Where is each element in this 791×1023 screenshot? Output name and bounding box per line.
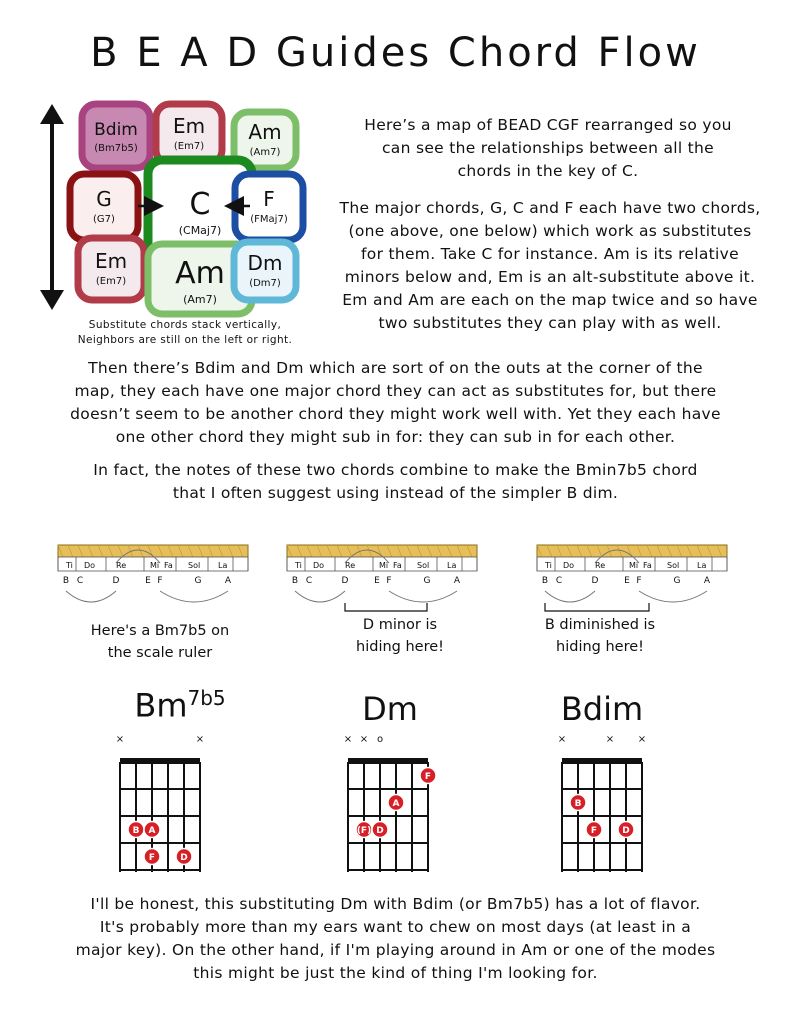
vertical-arrow-icon <box>40 104 64 310</box>
finger-dot-label: D <box>180 853 188 863</box>
solfege-label: Mi <box>379 561 389 570</box>
finger-dot-label: (F) <box>356 826 372 836</box>
solfege-label: Do <box>84 561 96 570</box>
note-letter: G <box>194 576 202 586</box>
chord-name-text: Bm <box>134 686 188 725</box>
finger-dot <box>176 849 192 865</box>
map-caption <box>40 318 330 348</box>
solfege-label: Sol <box>188 561 201 570</box>
text-line: D minor is <box>362 617 438 633</box>
finger-dot-label: D <box>376 826 384 836</box>
solfege-label: Sol <box>417 561 430 570</box>
text-line: the scale ruler <box>107 645 213 661</box>
cell-name: F <box>263 187 275 211</box>
text-line: major key). On the other hand, if I'm playing around in Am or one of the modes <box>75 941 716 959</box>
text-line: It's probably more than my ears want to chew on most days (at least in a <box>99 918 692 936</box>
note-letter: C <box>555 576 563 586</box>
chord-name-superscript: 7b5 <box>187 686 226 710</box>
map-cell-bdim <box>82 104 150 168</box>
note-letter: E <box>624 576 630 586</box>
cell-sub: (Dm7) <box>249 278 281 289</box>
finger-dot-label: D <box>622 826 630 836</box>
note-letter: B <box>291 576 299 586</box>
cell-sub: (G7) <box>93 214 115 225</box>
text-line: one other chord they might sub in for: they can sub in for each other. <box>115 428 676 446</box>
cell-sub: (Bm7b5) <box>94 143 138 154</box>
text-line: Then there’s Bdim and Dm which are sort of on the outs at the corner of the <box>88 359 703 377</box>
cell-name: Am <box>175 256 225 291</box>
note-letter: D <box>112 576 120 586</box>
cell-sub: (Am7) <box>249 147 281 158</box>
finger-dot <box>372 822 388 838</box>
cell-name: G <box>96 187 112 211</box>
solfege-label: Do <box>563 561 575 570</box>
text-line: doesn’t seem to be another chord they might work well with. Yet they each have <box>70 405 721 423</box>
solfege-label: La <box>697 561 707 570</box>
note-letter: E <box>145 576 151 586</box>
chord-name-bm7b5 <box>100 686 260 725</box>
finger-dot-label: B <box>132 826 140 836</box>
text-line: can see the relationships between all the <box>381 139 715 157</box>
finger-dot <box>618 822 634 838</box>
ruler-arc-down <box>295 591 345 602</box>
note-letter: F <box>386 576 392 586</box>
cell-name: Bdim <box>94 120 138 140</box>
solfege-label: Re <box>595 561 606 570</box>
muted-string-mark: × <box>637 734 647 745</box>
page-title: B E A D Guides Chord Flow <box>90 30 701 76</box>
scale-ruler-3 <box>537 545 727 611</box>
solfege-label: Ti <box>66 561 73 570</box>
text-line: In fact, the notes of these two chords combine to make the Bmin7b5 chord <box>93 461 698 479</box>
nut <box>348 758 428 764</box>
finger-dot-label: F <box>424 772 432 782</box>
note-letter: B <box>62 576 70 586</box>
text-line: Em and Am are each on the map twice and so have <box>342 291 758 309</box>
chord-diagrams <box>0 728 791 878</box>
finger-dot <box>144 849 160 865</box>
text-line: hiding here! <box>356 639 444 655</box>
finger-dot-label: F <box>590 826 598 836</box>
muted-string-mark: × <box>359 734 369 745</box>
finger-dot <box>586 822 602 838</box>
chord-name-bdim <box>522 690 682 728</box>
scale-rulers <box>0 535 791 615</box>
chord-name-text: Bdim <box>560 690 644 728</box>
body-paragraph-3 <box>20 357 771 449</box>
text-line: for them. Take C for instance. Am is its relative <box>361 245 739 263</box>
solfege-label: Re <box>116 561 127 570</box>
nut <box>562 758 642 764</box>
muted-string-mark: × <box>195 734 205 745</box>
chord-name-text: Dm <box>362 690 418 728</box>
finger-dot-label: B <box>574 799 582 809</box>
cell-name: Em <box>172 114 206 138</box>
text-line: minors below and, Em is an alt-substitute above it. <box>344 268 756 286</box>
ruler-arc-down <box>66 591 116 602</box>
finger-dot <box>356 822 372 838</box>
solfege-label: Do <box>313 561 325 570</box>
closing-paragraph <box>20 893 771 985</box>
muted-string-mark: × <box>605 734 615 745</box>
cell-name: Dm <box>247 251 283 275</box>
chord-diagram-2 <box>344 734 436 872</box>
nut <box>120 758 200 764</box>
intro-paragraph-1 <box>318 114 778 183</box>
finger-dot-label: A <box>148 826 156 836</box>
chord-name-dm <box>310 690 470 728</box>
solfege-label: Sol <box>667 561 680 570</box>
chord-diagram-1 <box>116 734 204 872</box>
body-paragraph-4 <box>20 459 771 505</box>
cell-sub: (Em7) <box>95 276 127 287</box>
text-line: that I often suggest using instead of the simpler B dim. <box>172 484 619 502</box>
note-letter: C <box>76 576 84 586</box>
note-letter: E <box>374 576 380 586</box>
text-line: Here's a Bm7b5 on <box>90 623 230 639</box>
text-line: The major chords, G, C and F each have two chords, <box>339 199 761 217</box>
note-letter: G <box>423 576 431 586</box>
solfege-label: Fa <box>393 561 402 570</box>
note-letter: A <box>453 576 461 586</box>
map-cell-em-bottom <box>78 238 144 300</box>
solfege-label: Mi <box>150 561 160 570</box>
open-string-mark: o <box>376 734 384 745</box>
map-cell-em-top <box>156 104 222 164</box>
map-caption-line1: Substitute chords stack vertically, <box>88 319 282 331</box>
map-cell-g <box>70 174 138 240</box>
ruler-arc-down <box>545 591 595 602</box>
cell-sub: (FMaj7) <box>250 214 288 225</box>
intro-paragraph-2 <box>310 197 790 335</box>
text-line: two substitutes they can play with as well. <box>378 314 722 332</box>
text-line: hiding here! <box>556 639 644 655</box>
finger-dot <box>144 822 160 838</box>
solfege-label: La <box>447 561 457 570</box>
solfege-label: Fa <box>164 561 173 570</box>
map-caption-line2: Neighbors are still on the left or right. <box>77 334 293 346</box>
solfege-label: Re <box>345 561 356 570</box>
text-line: map, they each have one major chord they can act as substitutes for, but there <box>74 382 717 400</box>
muted-string-mark: × <box>557 734 567 745</box>
text-line: this might be just the kind of thing I'm looking for. <box>193 964 598 982</box>
finger-dot-label: A <box>392 799 400 809</box>
note-letter: B <box>541 576 549 586</box>
ruler-arc-down <box>639 591 707 602</box>
cell-name: Em <box>94 249 128 273</box>
solfege-label: Ti <box>295 561 302 570</box>
cell-sub: (CMaj7) <box>178 224 222 237</box>
finger-dot <box>420 768 436 784</box>
solfege-label: Fa <box>643 561 652 570</box>
ruler-caption-3 <box>495 614 705 658</box>
solfege-label: Mi <box>629 561 639 570</box>
chord-diagram-3 <box>558 734 646 872</box>
ruler-arc-down <box>389 591 457 602</box>
note-letter: A <box>224 576 232 586</box>
cell-name: C <box>189 187 211 222</box>
map-cell-dm <box>234 242 296 300</box>
note-letter: D <box>591 576 599 586</box>
note-letter: G <box>673 576 681 586</box>
note-letter: F <box>157 576 163 586</box>
solfege-label: Ti <box>545 561 552 570</box>
note-letter: C <box>305 576 313 586</box>
ruler-bracket <box>545 603 649 611</box>
muted-string-mark: × <box>115 734 125 745</box>
note-letter: A <box>703 576 711 586</box>
finger-dot-label: F <box>148 853 156 863</box>
cell-name: Am <box>248 120 282 144</box>
note-letter: D <box>341 576 349 586</box>
cell-sub: (Am7) <box>183 293 217 306</box>
scale-ruler-2 <box>287 545 477 611</box>
text-line: I'll be honest, this substituting Dm with Bdim (or Bm7b5) has a lot of flavor. <box>90 895 701 913</box>
finger-dot <box>128 822 144 838</box>
scale-ruler-1 <box>58 545 248 602</box>
ruler-bracket <box>345 603 427 611</box>
text-line: chords in the key of C. <box>457 162 639 180</box>
muted-string-mark: × <box>343 734 353 745</box>
ruler-caption-2 <box>300 614 500 658</box>
chord-map <box>30 98 320 320</box>
text-line: Here’s a map of BEAD CGF rearranged so you <box>364 116 732 134</box>
finger-dot <box>570 795 586 811</box>
text-line: (one above, one below) which work as substitutes <box>348 222 752 240</box>
solfege-label: La <box>218 561 228 570</box>
text-line: B diminished is <box>544 617 656 633</box>
note-letter: F <box>636 576 642 586</box>
ruler-caption-1 <box>55 620 265 664</box>
ruler-arc-down <box>160 591 228 602</box>
finger-dot <box>388 795 404 811</box>
cell-sub: (Em7) <box>173 141 205 152</box>
